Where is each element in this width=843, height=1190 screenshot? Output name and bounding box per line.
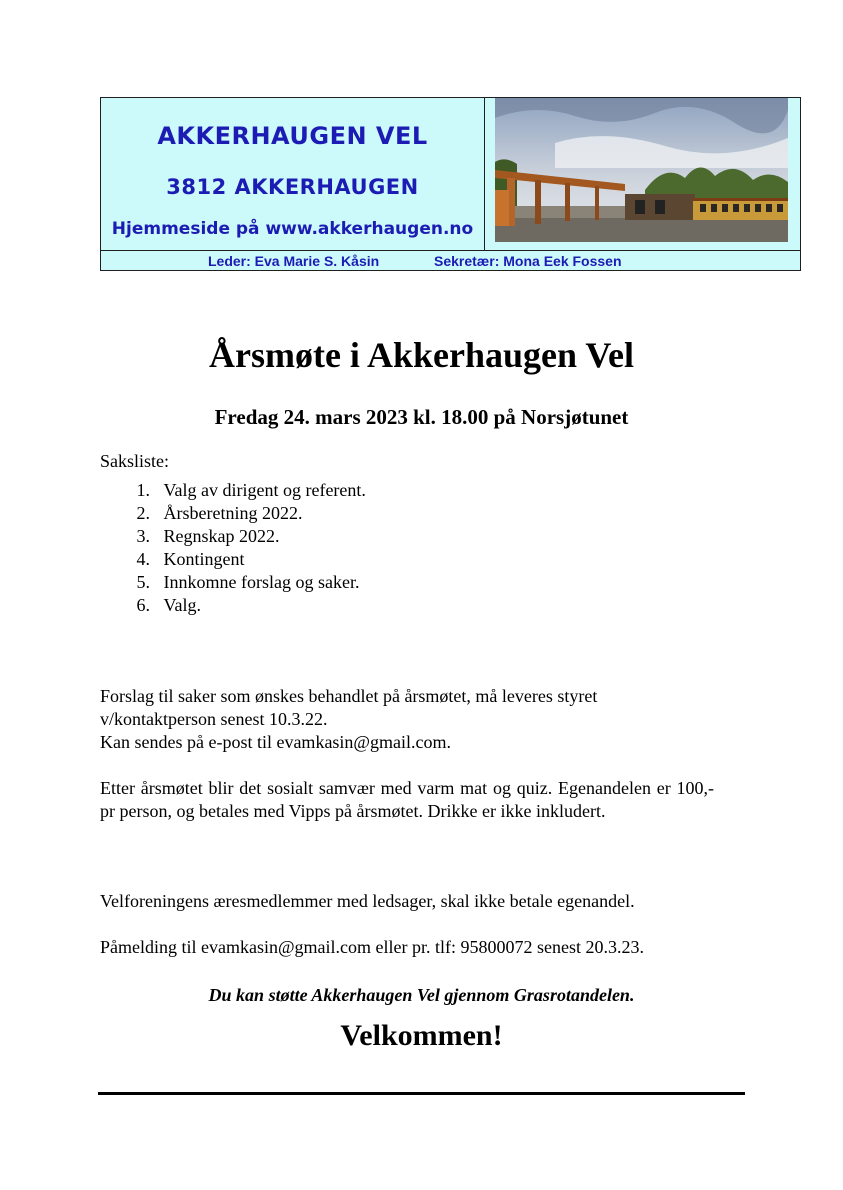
agenda-item-text: Årsberetning 2022. (163, 503, 303, 523)
agenda-item (100, 502, 366, 525)
meeting-date-location: Fredag 24. mars 2023 kl. 18.00 på Norsjøtunet (214, 405, 629, 429)
officers-strip (101, 250, 800, 271)
org-website: Hjemmeside på www.akkerhaugen.no (111, 219, 474, 239)
leader-name: Leder: Eva Marie S. Kåsin (208, 253, 380, 269)
agenda-item-text: Regnskap 2022. (163, 526, 280, 546)
agenda-item (100, 548, 366, 571)
grasrot-support-note: Du kan støtte Akkerhaugen Vel gjennom Grasrotandelen. (208, 985, 635, 1005)
agenda-item (100, 525, 366, 548)
proposals-line: Forslag til saker som ønskes behandlet på årsmøtet, må leveres styret (100, 686, 598, 706)
agenda-label: Saksliste: (100, 451, 170, 471)
agenda-item-number: 5. (136, 572, 150, 592)
agenda-list (100, 479, 366, 617)
building-photo-image (495, 98, 788, 242)
secretary-name: Sekretær: Mona Eek Fossen (434, 253, 622, 269)
agenda-item-number: 3. (136, 526, 150, 546)
org-postal-address: 3812 AKKERHAUGEN (166, 175, 419, 199)
letterhead (100, 97, 801, 271)
letterhead-text-block (101, 98, 485, 250)
agenda-item-number: 1. (136, 480, 150, 500)
page-title: Årsmøte i Akkerhaugen Vel (208, 335, 635, 375)
agenda-item-text: Kontingent (163, 549, 245, 569)
agenda-item-number: 4. (136, 549, 150, 569)
social-paragraph: Etter årsmøtet blir det sosialt samvær med varm mat og quiz. Egenandelen er 100,- pr person, og betales med Vipps på årsmøtet. Drikke er ikke inkludert. (100, 778, 714, 821)
proposals-paragraph (100, 685, 714, 754)
proposals-line: Kan sendes på e-post til evamkasin@gmail.com. (100, 732, 451, 752)
honorary-members-paragraph: Velforeningens æresmedlemmer med ledsager, skal ikke betale egenandel. (100, 891, 635, 911)
welcome-text: Velkommen! (340, 1019, 503, 1052)
org-name: AKKERHAUGEN VEL (157, 122, 428, 150)
agenda-item-text: Innkomne forslag og saker. (163, 572, 360, 592)
agenda-item-number: 6. (136, 595, 150, 615)
proposals-line: v/kontaktperson senest 10.3.22. (100, 709, 328, 729)
agenda-item (100, 479, 366, 502)
agenda-item (100, 571, 366, 594)
building-photo (495, 98, 788, 242)
agenda-item-text: Valg av dirigent og referent. (163, 480, 366, 500)
registration-paragraph: Påmelding til evamkasin@gmail.com eller pr. tlf: 95800072 senest 20.3.23. (100, 937, 644, 957)
agenda-item-text: Valg. (163, 595, 201, 615)
agenda-item-number: 2. (136, 503, 150, 523)
agenda-item (100, 594, 366, 617)
bottom-divider (98, 1092, 745, 1095)
